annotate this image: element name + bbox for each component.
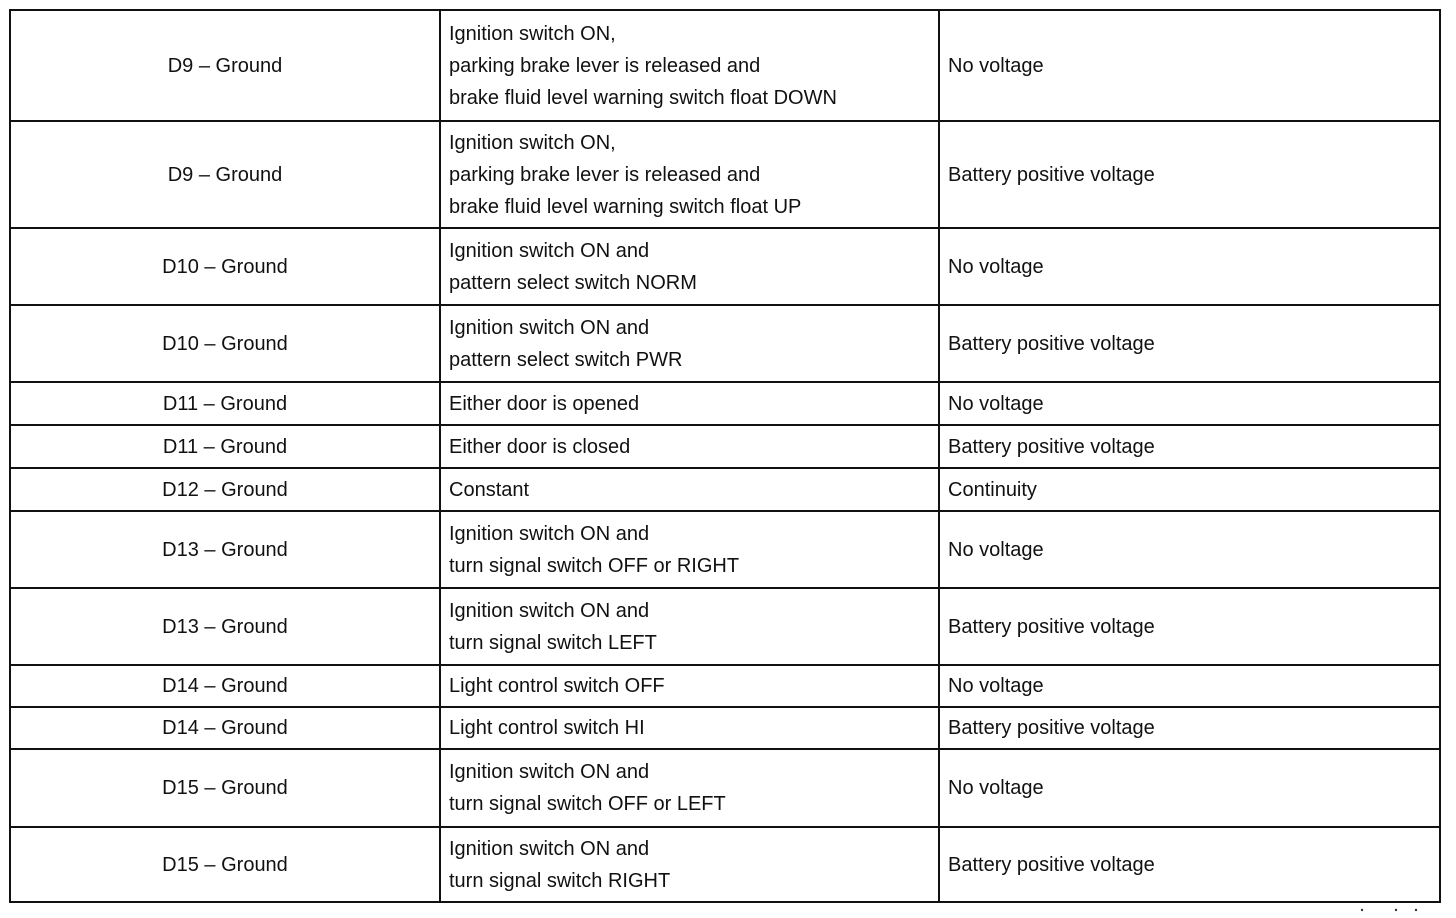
terminal-cell: D12 – Ground bbox=[10, 468, 440, 511]
condition-line: Either door is closed bbox=[449, 435, 631, 458]
specified-condition-cell: Continuity bbox=[939, 468, 1440, 511]
condition-cell bbox=[440, 305, 939, 382]
table-row bbox=[10, 121, 1440, 228]
condition-cell bbox=[440, 827, 939, 902]
specified-condition-cell: No voltage bbox=[939, 511, 1440, 588]
terminal-cell: D15 – Ground bbox=[10, 827, 440, 902]
terminal-cell: D10 – Ground bbox=[10, 228, 440, 305]
condition-cell bbox=[440, 468, 939, 511]
table-row bbox=[10, 468, 1440, 511]
specified-condition-cell: Battery positive voltage bbox=[939, 425, 1440, 468]
page-continuation-mark bbox=[1356, 906, 1420, 912]
specified-condition-cell: Battery positive voltage bbox=[939, 305, 1440, 382]
specified-condition-cell: Battery positive voltage bbox=[939, 707, 1440, 749]
terminal-cell: D11 – Ground bbox=[10, 382, 440, 425]
condition-line: Ignition switch ON, bbox=[449, 131, 616, 154]
terminal-cell: D15 – Ground bbox=[10, 749, 440, 827]
table-row bbox=[10, 425, 1440, 468]
condition-line: brake fluid level warning switch float UP bbox=[449, 195, 802, 218]
table-row bbox=[10, 10, 1440, 121]
condition-line: parking brake lever is released and bbox=[449, 54, 761, 77]
condition-line: Ignition switch ON and bbox=[449, 522, 650, 545]
condition-cell bbox=[440, 749, 939, 827]
condition-line: Constant bbox=[449, 478, 530, 501]
specified-condition-cell: Battery positive voltage bbox=[939, 588, 1440, 665]
condition-cell bbox=[440, 425, 939, 468]
condition-line: brake fluid level warning switch float DOWN bbox=[449, 86, 837, 109]
condition-cell bbox=[440, 121, 939, 228]
terminal-cell: D11 – Ground bbox=[10, 425, 440, 468]
condition-line: Light control switch OFF bbox=[449, 675, 665, 697]
condition-line: Ignition switch ON and bbox=[449, 761, 650, 783]
table-row bbox=[10, 305, 1440, 382]
condition-cell bbox=[440, 665, 939, 707]
table-body bbox=[10, 10, 1440, 902]
condition-line: turn signal switch OFF or LEFT bbox=[449, 793, 726, 815]
terminal-cell: D14 – Ground bbox=[10, 665, 440, 707]
table-row bbox=[10, 228, 1440, 305]
condition-cell bbox=[440, 707, 939, 749]
specified-condition-cell: No voltage bbox=[939, 665, 1440, 707]
table-row bbox=[10, 511, 1440, 588]
table-row bbox=[10, 707, 1440, 749]
condition-cell bbox=[440, 228, 939, 305]
table-row bbox=[10, 749, 1440, 827]
terminal-cell: D10 – Ground bbox=[10, 305, 440, 382]
condition-cell bbox=[440, 382, 939, 425]
table-row bbox=[10, 588, 1440, 665]
terminal-cell: D14 – Ground bbox=[10, 707, 440, 749]
condition-cell bbox=[440, 588, 939, 665]
condition-line: turn signal switch OFF or RIGHT bbox=[449, 554, 740, 577]
table-row bbox=[10, 382, 1440, 425]
terminal-check-table bbox=[9, 9, 1441, 903]
condition-line: Ignition switch ON and bbox=[449, 599, 650, 622]
terminal-cell: D9 – Ground bbox=[10, 10, 440, 121]
specified-condition-cell: No voltage bbox=[939, 10, 1440, 121]
terminal-cell: D9 – Ground bbox=[10, 121, 440, 228]
specified-condition-cell: No voltage bbox=[939, 228, 1440, 305]
condition-line: Either door is opened bbox=[449, 392, 640, 415]
condition-line: parking brake lever is released and bbox=[449, 163, 761, 186]
condition-line: Ignition switch ON and bbox=[449, 239, 650, 262]
table-row bbox=[10, 665, 1440, 707]
condition-cell bbox=[440, 10, 939, 121]
table-row bbox=[10, 827, 1440, 902]
condition-cell bbox=[440, 511, 939, 588]
condition-line: Ignition switch ON, bbox=[449, 22, 616, 45]
terminal-cell: D13 – Ground bbox=[10, 588, 440, 665]
specified-condition-cell: Battery positive voltage bbox=[939, 121, 1440, 228]
condition-line: Ignition switch ON and bbox=[449, 316, 650, 339]
terminal-cell: D13 – Ground bbox=[10, 511, 440, 588]
condition-line: turn signal switch RIGHT bbox=[449, 869, 671, 892]
specified-condition-cell: No voltage bbox=[939, 382, 1440, 425]
specified-condition-cell: Battery positive voltage bbox=[939, 827, 1440, 902]
condition-line: Light control switch HI bbox=[449, 717, 645, 739]
condition-line: turn signal switch LEFT bbox=[449, 631, 657, 654]
specified-condition-cell: No voltage bbox=[939, 749, 1440, 827]
condition-line: Ignition switch ON and bbox=[449, 837, 650, 860]
condition-line: pattern select switch PWR bbox=[449, 348, 683, 371]
condition-line: pattern select switch NORM bbox=[449, 271, 697, 294]
